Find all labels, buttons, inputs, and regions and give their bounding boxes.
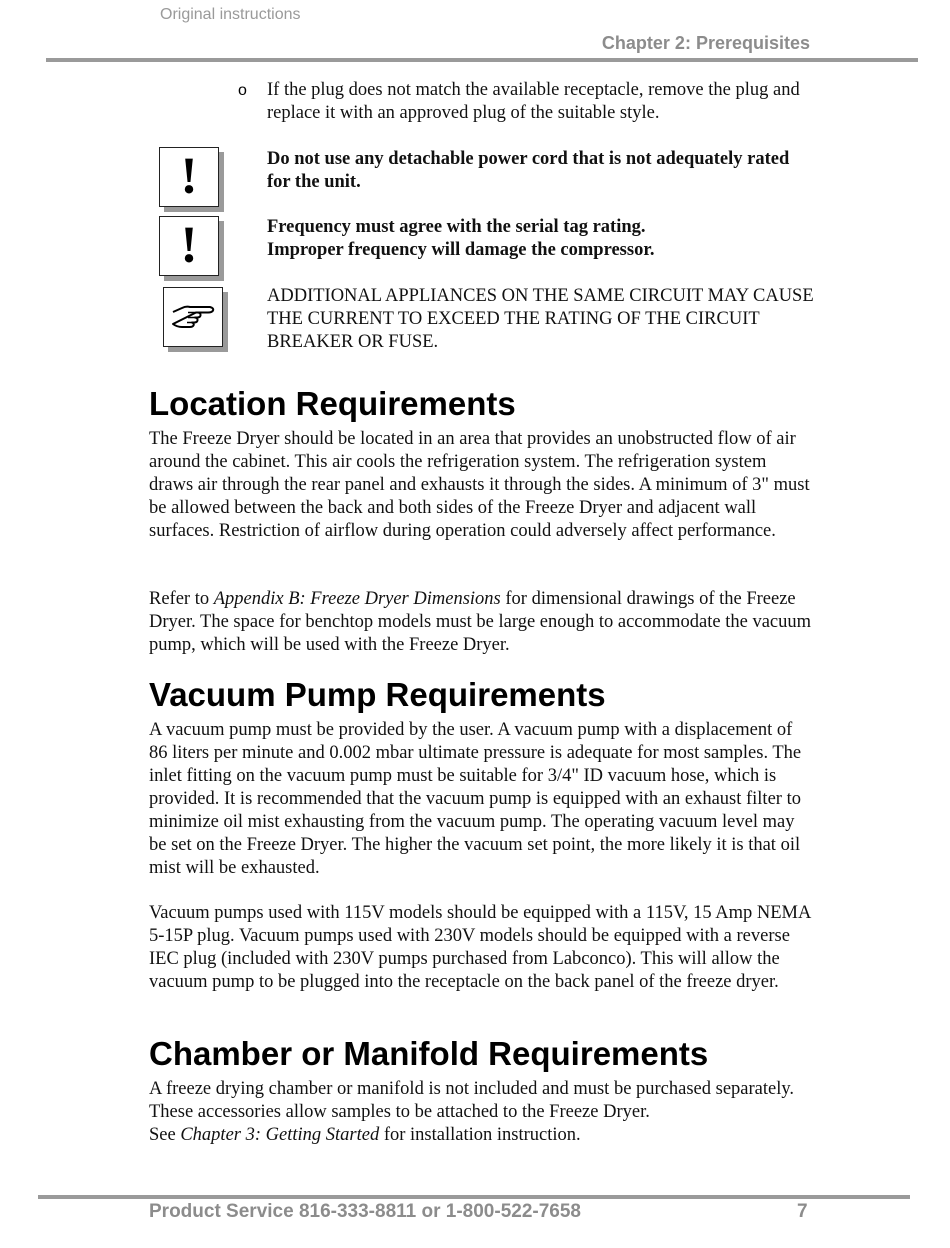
header-rule <box>46 58 918 62</box>
bullet-marker: o <box>238 82 247 99</box>
notice-line: Improper frequency will damage the compressor. <box>267 240 655 260</box>
notice-text: Do not use any detachable power cord that is not adequately rated for the unit. <box>267 149 790 192</box>
top-note: Original instructions <box>160 6 301 23</box>
appendix-reference: Appendix B: Freeze Dryer Dimensions <box>213 589 501 609</box>
footer-service: Product Service 816-333-8811 or 1-800-522-7658 <box>149 1201 581 1222</box>
bullet-item <box>238 79 818 125</box>
notice-line: Frequency must agree with the serial tag rating. <box>267 217 646 237</box>
footer-rule <box>38 1195 910 1199</box>
chapter-title: Chapter 2: Prerequisites <box>601 33 810 53</box>
notice-text <box>267 216 817 262</box>
paragraph: Vacuum pumps used with 115V models should be equipped with a 115V, 15 Amp NEMA 5-15P plug. Vacuum pumps used with 230V models should be equipped with a reverse IEC plug (included with 230V pumps purchased from Labconco). This will allow the vacuum pump to be plugged into the receptacle on the back panel of the freeze dryer. <box>149 903 811 992</box>
pointing-hand-icon <box>163 287 223 347</box>
section-heading: Vacuum Pump Requirements <box>149 676 606 713</box>
bullet-text: If the plug does not match the available receptacle, remove the plug and replace it with an approved plug of the suitable style. <box>267 80 800 123</box>
section-heading: Chamber or Manifold Requirements <box>149 1035 709 1072</box>
section-heading: Location Requirements <box>149 385 516 422</box>
exclamation-icon: ! <box>159 147 219 207</box>
paragraph: Refer to Appendix B: Freeze Dryer Dimensions for dimensional drawings of the Freeze Dryer. The space for benchtop models must be large enough to accommodate the vacuum pump, which will be used with the Freeze Dryer. <box>149 589 812 655</box>
paragraph: The Freeze Dryer should be located in an area that provides an unobstructed flow of air around the cabinet. This air cools the refrigeration system. The refrigeration system draws air through the rear panel and exhausts it through the sides. A minimum of 3" must be allowed between the back and both sides of the Freeze Dryer and adjacent wall surfaces. Restriction of airflow during operation could adversely affect performance. <box>149 429 810 541</box>
page-number: 7 <box>797 1201 808 1222</box>
paragraph: A freeze drying chamber or manifold is not included and must be purchased separately. These accessories allow samples to be attached to the Freeze Dryer. See Chapter 3: Getting Started for installation instruction. <box>149 1079 795 1145</box>
notice-text: ADDITIONAL APPLIANCES ON THE SAME CIRCUIT MAY CAUSE THE CURRENT TO EXCEED THE RATING OF THE CIRCUIT BREAKER OR FUSE. <box>267 286 814 352</box>
exclamation-icon: ! <box>159 216 219 276</box>
paragraph: A vacuum pump must be provided by the user. A vacuum pump with a displacement of 86 liters per minute and 0.002 mbar ultimate pressure is adequate for most samples. The inlet fitting on the vacuum pump must be suitable for 3/4" ID vacuum hose, which is provided. It is recommended that the vacuum pump is equipped with an exhaust filter to minimize oil mist exhausting from the vacuum pump. The operating vacuum level may be set on the Freeze Dryer. The higher the vacuum set point, the more likely it is that oil mist will be exhausted. <box>149 720 802 878</box>
chapter-reference: Chapter 3: Getting Started <box>180 1125 380 1145</box>
